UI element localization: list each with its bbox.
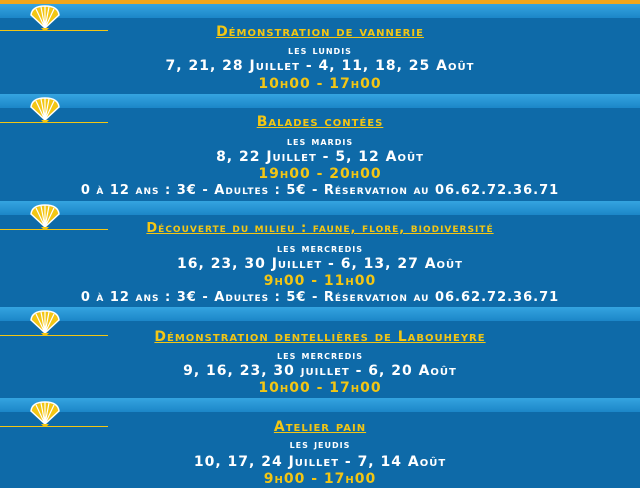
event-hours: 10h00 - 17h00 bbox=[258, 380, 382, 396]
event-pricing-info: 0 à 12 ans : 3€ - Adultes : 5€ - Réservation au 06.62.72.36.71 bbox=[80, 183, 560, 198]
event-day: les lundis bbox=[288, 43, 352, 57]
section-band bbox=[0, 307, 640, 321]
event-pricing-info: 0 à 12 ans : 3€ - Adultes : 5€ - Réservation au 06.62.72.36.71 bbox=[80, 290, 560, 305]
event-hours: 9h00 - 17h00 bbox=[263, 471, 377, 487]
section-band bbox=[0, 201, 640, 215]
event-title: Découverte du milieu : faune, flore, biodiversité bbox=[146, 221, 494, 236]
event-title: Démonstration de vannerie bbox=[216, 24, 424, 40]
event-title: Atelier pain bbox=[273, 419, 367, 435]
event-day: les mercredis bbox=[277, 348, 363, 362]
section-band bbox=[0, 398, 640, 412]
event-hours: 10h00 - 17h00 bbox=[258, 76, 382, 92]
event-dates: 8, 22 Juillet - 5, 12 Août bbox=[216, 149, 424, 165]
event-dates: 10, 17, 24 Juillet - 7, 14 Août bbox=[193, 454, 447, 470]
event-dates: 16, 23, 30 Juillet - 6, 13, 27 Août bbox=[177, 256, 463, 272]
event-hours: 19h00 - 20h00 bbox=[258, 166, 382, 182]
event-title: Démonstration dentellières de Labouheyre bbox=[154, 329, 486, 345]
section-band bbox=[0, 94, 640, 108]
event-dates: 7, 21, 28 Juillet - 4, 11, 18, 25 Août bbox=[165, 58, 475, 74]
event-day: les jeudis bbox=[289, 437, 351, 451]
event-day: les mercredis bbox=[277, 241, 363, 255]
event-hours: 9h00 - 11h00 bbox=[263, 273, 377, 289]
event-title: Balades contées bbox=[256, 114, 384, 130]
section-band bbox=[0, 4, 640, 18]
event-dates: 9, 16, 23, 30 juillet - 6, 20 Août bbox=[183, 363, 457, 379]
event-day: les mardis bbox=[286, 134, 354, 148]
